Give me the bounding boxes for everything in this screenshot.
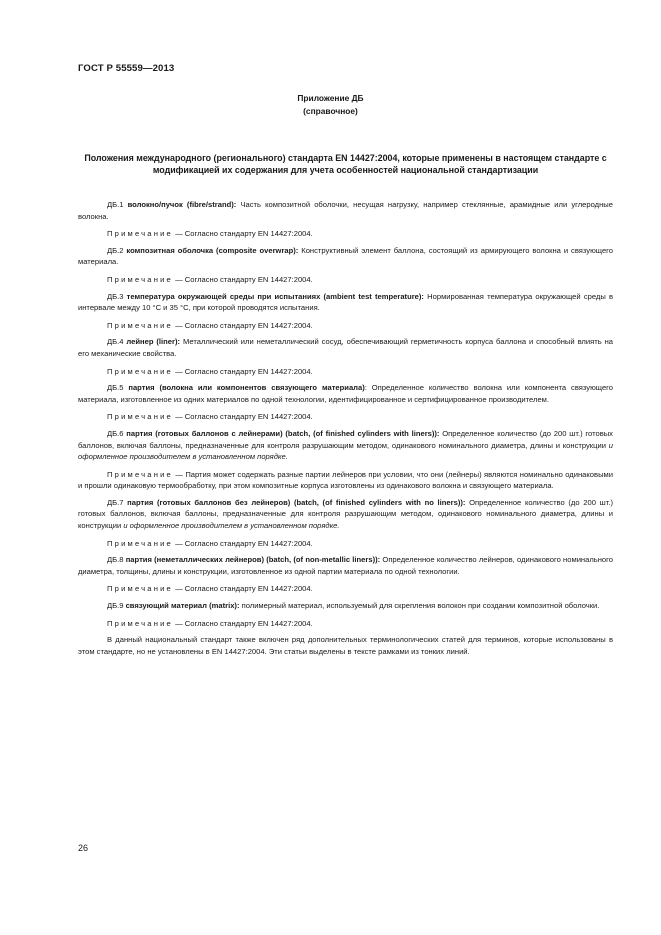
entry-text: Определенное количество (до 200 шт.) готовых баллонов, включая баллоны, предназначенные для контроля разрушающим методом, одинакового номинального диаметра, длины и конструкции xyxy=(78,497,613,531)
note-label: Примечание xyxy=(107,229,173,239)
document-body xyxy=(78,199,613,657)
note-text: — Согласно стандарту EN 14427:2004. xyxy=(172,320,313,330)
entry-italic-text: и оформленное производителем в установленном порядке. xyxy=(123,521,340,531)
annex-heading xyxy=(0,92,661,117)
entry-db1 xyxy=(78,199,613,222)
entry-term: партия (волокна или компонентов связующего материала) xyxy=(128,383,365,393)
note-label: Примечание xyxy=(107,469,173,479)
entry-number: ДБ.2 xyxy=(107,245,127,255)
note-text: — Согласно стандарту EN 14427:2004. xyxy=(172,274,313,284)
entry-italic-text: и оформленное производителем в установленном порядке. xyxy=(78,440,613,462)
entry-db8 xyxy=(78,554,613,577)
note-text: — Согласно стандарту EN 14427:2004. xyxy=(172,412,313,422)
note-label: Примечание xyxy=(107,584,173,594)
entry-db6 xyxy=(78,428,613,463)
note-text: — Партия может содержать разные партии лейнеров при условии, что они (лейнеры) являются номинально одинаковыми и прошли одинаковую термообработку, при этом композитные корпуса изготовлены из одинакового волокна и связующего материала. xyxy=(78,469,613,491)
entry-text: Определенное количество (до 200 шт.) готовых баллонов, включая баллоны, предназначенные для контроля разрушающим методом, одинакового номинального диаметра, длины и конструкции xyxy=(78,428,613,450)
note-label: Примечание xyxy=(107,274,173,284)
entry-note xyxy=(78,618,613,630)
note-label: Примечание xyxy=(107,618,173,628)
entry-note xyxy=(78,583,613,595)
standard-designation: ГОСТ Р 55559—2013 xyxy=(78,63,175,74)
section-title: Положения международного (регионального) стандарта EN 14427:2004, которые применены в настоящем стандарте с модификацией их содержания для учета особенностей национальной стандартизации xyxy=(84,153,607,176)
entry-db2 xyxy=(78,245,613,268)
note-label: Примечание xyxy=(107,320,173,330)
note-label: Примечание xyxy=(107,538,173,548)
entry-term: волокно/пучок (fibre/strand): xyxy=(127,200,237,209)
final-paragraph: В данный национальный стандарт также включен ряд дополнительных терминологических статей для терминов, которые использованы в этом стандарте, но не установлены в EN 14427:2004. Эти статьи выделены в тексте рамками из тонких линий. xyxy=(78,635,613,656)
entry-number: ДБ.5 xyxy=(107,383,129,393)
entry-number: ДБ.6 xyxy=(107,428,127,438)
entry-term: композитная оболочка (composite overwrap): xyxy=(126,245,299,255)
entry-note xyxy=(78,411,613,423)
entry-term: лейнер (liner): xyxy=(126,337,181,347)
entry-text: полимерный материал, используемый для скрепления волокон при создании композитной оболочки. xyxy=(239,601,600,611)
entry-db9 xyxy=(78,600,613,612)
note-text: — Согласно стандарту EN 14427:2004. xyxy=(172,538,313,548)
note-text: — Согласно стандарту EN 14427:2004. xyxy=(172,366,313,376)
note-text: — Согласно стандарту EN 14427:2004. xyxy=(172,584,313,594)
note-label: Примечание xyxy=(107,412,173,422)
entry-note xyxy=(78,320,613,332)
entry-text: Конструктивный элемент баллона, состоящий из армирующего волокна и связующего материала. xyxy=(78,245,613,267)
entry-text: Часть композитной оболочки, несущая нагрузку, например стеклянные, арамидные или углеродные волокна. xyxy=(78,200,613,221)
entry-term: партия (неметаллических лейнеров) (batch, (of non-metallic liners)): xyxy=(125,555,381,565)
entry-note xyxy=(78,228,613,240)
annex-title: Приложение ДБ xyxy=(297,93,364,103)
entry-number: ДБ.1 xyxy=(107,200,128,209)
entry-text: Нормированная температура окружающей среды в интервале между 10 °С и 35 °С, при которой проводятся испытания. xyxy=(78,291,614,313)
entry-note xyxy=(78,469,613,492)
entry-number: ДБ.4 xyxy=(107,337,127,347)
note-label: Примечание xyxy=(107,366,173,376)
entry-note xyxy=(78,366,613,378)
entry-term: партия (готовых баллонов с лейнерами) (batch, (of finished cylinders with liners)): xyxy=(126,428,440,438)
entry-db5 xyxy=(78,382,613,405)
entry-note xyxy=(78,274,613,286)
annex-type: (справочное) xyxy=(303,105,358,116)
entry-number: ДБ.3 xyxy=(107,291,127,301)
entry-text: Металлический или неметаллический сосуд, обеспечивающий герметичность корпуса баллона и способный влиять на его механические свойства. xyxy=(78,337,613,358)
entry-text: Определенное количество лейнеров, одинакового номинального диаметра, толщины, длины и конструкции, изготовленное из одной партии материала по одной технологии. xyxy=(78,555,613,576)
entry-term: партия (готовых баллонов без лейнеров) (batch, (of finished cylinders with no liners)): xyxy=(127,497,466,507)
entry-term: связующий материал (matrix): xyxy=(125,601,240,611)
entry-term: температура окружающей среды при испытаниях (ambient test temperature): xyxy=(126,291,424,301)
entry-db7 xyxy=(78,497,613,532)
note-text: — Согласно стандарту EN 14427:2004. xyxy=(172,229,313,239)
entry-number: ДБ.7 xyxy=(107,497,128,507)
entry-number: ДБ.8 xyxy=(107,555,126,565)
entry-text: : Определенное количество волокна или компонента связующего материала, изготовленное из одних материалов по одной технологии, идентифицированное и сертифицированное производителем. xyxy=(78,383,613,404)
entry-note xyxy=(78,538,613,550)
note-text: — Согласно стандарту EN 14427:2004. xyxy=(172,618,313,628)
page-number: 26 xyxy=(78,843,89,853)
entry-db4 xyxy=(78,336,613,359)
entry-number: ДБ.9 xyxy=(107,601,126,611)
entry-db3 xyxy=(78,291,613,314)
